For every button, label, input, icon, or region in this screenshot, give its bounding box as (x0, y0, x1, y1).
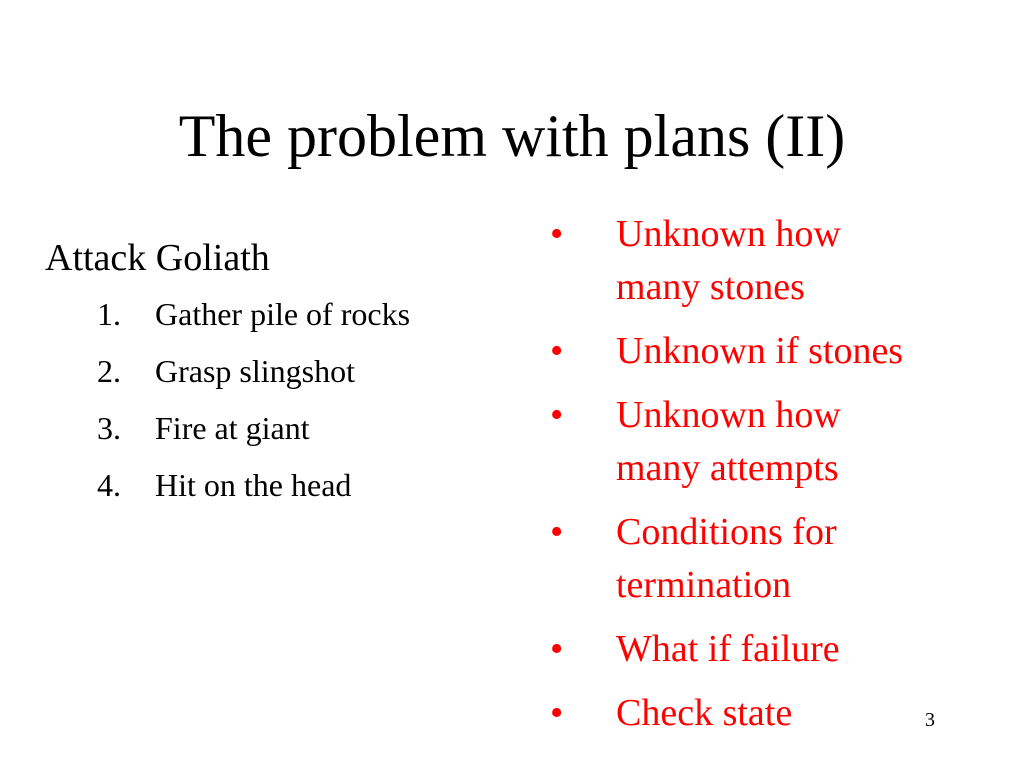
bullet-text-line: many attempts (616, 447, 839, 489)
bullet-icon: • (550, 213, 564, 255)
step-number: 2. (97, 353, 121, 389)
bullet-icon: • (550, 330, 564, 372)
step-number: 1. (97, 296, 121, 332)
left-column (45, 232, 515, 522)
bullet-icon: • (550, 394, 564, 436)
step-number: 3. (97, 410, 121, 446)
problem-bullet (540, 623, 980, 676)
plan-step (45, 294, 515, 351)
plan-step (45, 351, 515, 408)
bullet-icon: • (550, 692, 564, 734)
bullet-text-line: termination (616, 564, 792, 606)
bullet-text-line: Conditions for (616, 511, 837, 553)
problem-bullet (540, 208, 980, 314)
bullet-text-line: many stones (616, 266, 805, 308)
step-text: Gather pile of rocks (155, 296, 411, 332)
step-text: Grasp slingshot (155, 353, 355, 389)
problem-bullet (540, 325, 980, 378)
problem-bullet (540, 389, 980, 495)
slide-title: The problem with plans (II) (178, 103, 846, 169)
plan-step (45, 465, 515, 522)
step-text: Hit on the head (155, 467, 352, 503)
page-number: 3 (925, 709, 935, 731)
bullet-text-line: Unknown how (616, 394, 841, 436)
bullet-icon: • (550, 628, 564, 670)
bullet-text-line: What if failure (616, 628, 840, 670)
problem-bullet (540, 506, 980, 612)
bullet-text-line: Check state (616, 692, 793, 734)
bullet-icon: • (550, 511, 564, 553)
plan-step (45, 408, 515, 465)
plan-steps-list (45, 294, 515, 522)
bullet-text-line: Unknown how (616, 213, 841, 255)
plan-heading: Attack Goliath (45, 237, 270, 279)
step-number: 4. (97, 467, 121, 503)
step-text: Fire at giant (155, 410, 310, 446)
right-column-problems (540, 208, 980, 751)
bullet-text-line: Unknown if stones (616, 330, 904, 372)
